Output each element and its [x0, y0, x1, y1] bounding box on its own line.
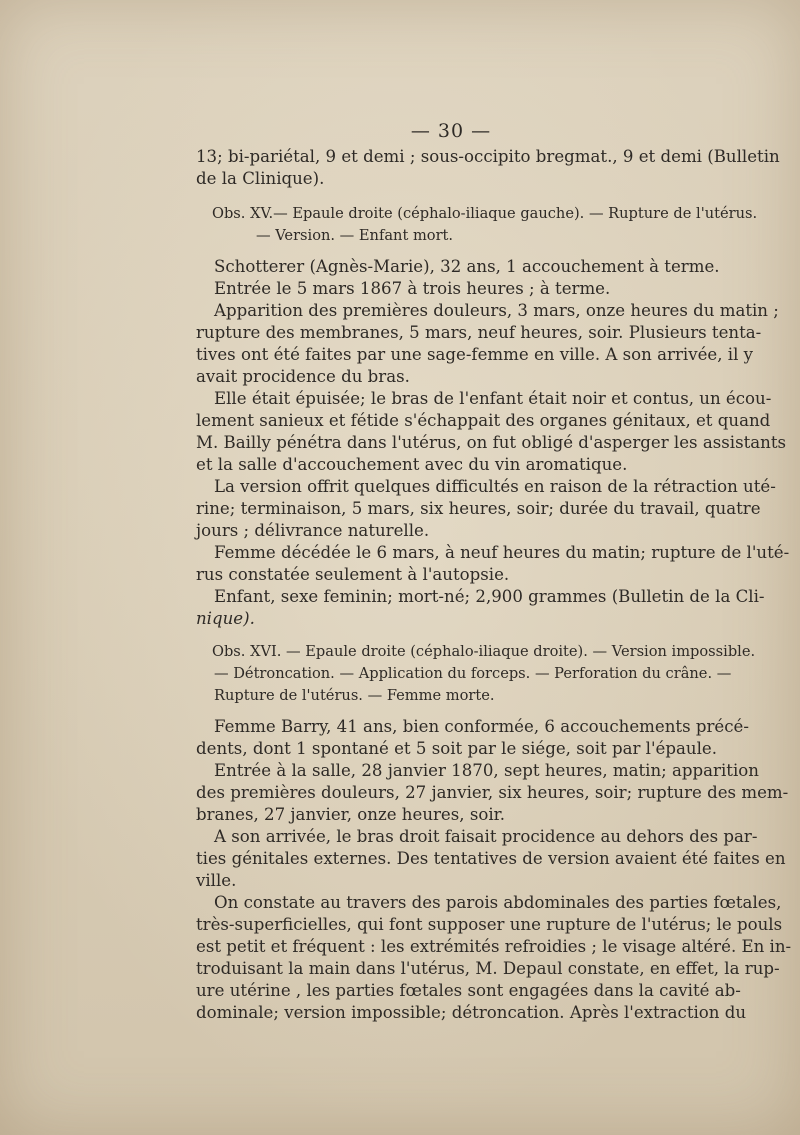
text-line: Femme décédée le 6 mars, à neuf heures du matin; rupture de l'uté-	[214, 543, 790, 562]
text-line: ville.	[196, 871, 237, 890]
text-line: branes, 27 janvier, onze heures, soir.	[196, 805, 506, 824]
observation-heading-line: Obs. XV.— Epaule droite (céphalo-iliaque gauche). — Rupture de l'utérus.	[212, 205, 758, 222]
observation-heading-line: — Détroncation. — Application du forceps. — Perforation du crâne. —	[214, 665, 732, 682]
text-line: dominale; version impossible; détroncation. Après l'extraction du	[196, 1003, 747, 1022]
text-line: Femme Barry, 41 ans, bien conformée, 6 accouchements précé-	[214, 717, 749, 736]
text-line: rupture des membranes, 5 mars, neuf heures, soir. Plusieurs tenta-	[196, 323, 762, 342]
text-line: rus constatée seulement à l'autopsie.	[196, 565, 510, 584]
text-line: La version offrit quelques difficultés en raison de la rétraction uté-	[214, 477, 776, 496]
text-line: Enfant, sexe feminin; mort-né; 2,900 grammes (Bulletin de la Cli-	[214, 587, 765, 606]
text-line: Elle était épuisée; le bras de l'enfant était noir et contus, un écou-	[214, 389, 772, 408]
text-line: tives ont été faites par une sage-femme en ville. A son arrivée, il y	[196, 345, 754, 364]
text-line: avait procidence du bras.	[196, 367, 410, 386]
text-line: troduisant la main dans l'utérus, M. Depaul constate, en effet, la rup-	[196, 959, 780, 978]
text-line: très-superficielles, qui font supposer une rupture de l'utérus; le pouls	[196, 915, 783, 934]
text-line: dents, dont 1 spontané et 5 soit par le siége, soit par l'épaule.	[196, 739, 717, 758]
text-line: et la salle d'accouchement avec du vin aromatique.	[196, 455, 628, 474]
text-line: ure utérine , les parties fœtales sont engagées dans la cavité ab-	[196, 981, 741, 1000]
text-line: est petit et fréquent : les extrémités refroidies ; le visage altéré. En in-	[196, 937, 792, 956]
observation-heading-line: — Version. — Enfant mort.	[256, 227, 454, 244]
observation-heading-line: Obs. XVI. — Epaule droite (céphalo-iliaque droite). — Version impossible.	[212, 643, 756, 660]
text-line: On constate au travers des parois abdominales des parties fœtales,	[214, 893, 782, 912]
page-number: — 30 —	[410, 120, 492, 142]
text-line: lement sanieux et fétide s'échappait des organes génitaux, et quand	[196, 411, 771, 430]
text-line: de la Clinique).	[196, 169, 325, 188]
text-line: M. Bailly pénétra dans l'utérus, on fut obligé d'asperger les assistants	[196, 433, 787, 452]
text-line: 13; bi-pariétal, 9 et demi ; sous-occipito bregmat., 9 et demi (Bulletin	[196, 147, 780, 166]
text-line: rine; terminaison, 5 mars, six heures, soir; durée du travail, quatre	[196, 499, 761, 518]
text-line: nique).	[196, 609, 255, 628]
text-line: Schotterer (Agnès-Marie), 32 ans, 1 accouchement à terme.	[214, 257, 720, 276]
text-line: ties génitales externes. Des tentatives de version avaient été faites en	[196, 849, 786, 868]
text-line: Apparition des premières douleurs, 3 mars, onze heures du matin ;	[214, 301, 779, 320]
observation-heading-line: Rupture de l'utérus. — Femme morte.	[214, 687, 495, 704]
text-line: A son arrivée, le bras droit faisait procidence au dehors des par-	[214, 827, 758, 846]
text-line: Entrée le 5 mars 1867 à trois heures ; à terme.	[214, 279, 611, 298]
text-line: jours ; délivrance naturelle.	[196, 521, 430, 540]
text-line: Entrée à la salle, 28 janvier 1870, sept heures, matin; apparition	[214, 761, 759, 780]
text-line: des premières douleurs, 27 janvier, six heures, soir; rupture des mem-	[196, 783, 789, 802]
